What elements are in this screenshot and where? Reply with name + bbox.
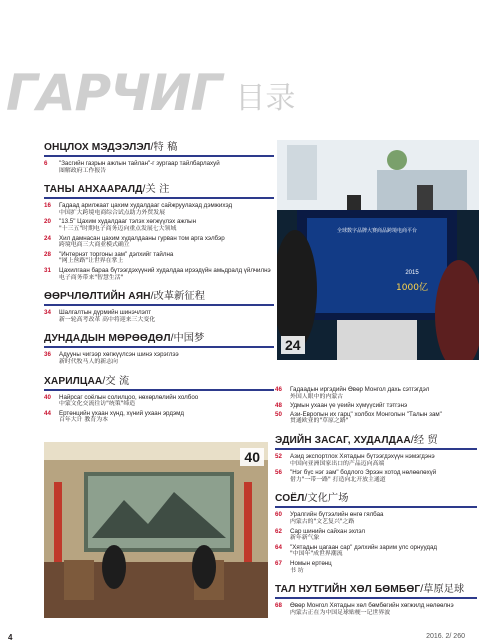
toc-entry-page: 40: [44, 393, 51, 401]
toc-entry[interactable]: [44, 410, 274, 425]
toc-entry-page: 62: [275, 527, 282, 535]
toc-entry[interactable]: [275, 402, 477, 410]
toc-entry-chinese: 外国人眼中的内蒙古: [290, 393, 344, 400]
section-title-mongolian: ХАРИЛЦАА: [44, 375, 103, 387]
toc-entry-chinese: 中蒙文化交流往访"统策"缔造: [59, 401, 136, 408]
masthead-title-chinese: 目录: [235, 81, 296, 116]
toc-entry-title: Уралгийн бүтээлийн өнгө гялбаа: [290, 511, 384, 519]
section-title-chinese: 经 贸: [413, 434, 438, 446]
toc-entry-page: 6: [44, 160, 48, 167]
toc-entry-title: Ази-Европын их гарц" холбох Монголын "Талын зам": [290, 410, 442, 418]
toc-entry-text-block: [290, 544, 477, 559]
toc-entry-title: "Интернэт торгоны зам" дэлхийг тайлна: [59, 250, 174, 258]
screen-stat: 1000亿: [396, 283, 428, 293]
toc-entry-title: "Хятадын цагаан сар" дэлхийн зарим улс орнуудад: [290, 543, 438, 551]
toc-entry-title: Найрсаг соёлын солилцоо, нөхөрлөлийн холбоо: [59, 393, 199, 401]
toc-entry-page: 20: [44, 218, 51, 226]
toc-entry-text-block: [290, 511, 477, 526]
section-title-mongolian: ДУНДАДЫН МӨРӨӨДӨЛ: [44, 333, 171, 345]
toc-entry-text-block: [59, 202, 274, 217]
toc-entry[interactable]: [44, 235, 274, 250]
toc-entry[interactable]: [275, 411, 477, 426]
section-title-mongolian: ТАЛ НУТГИЙН ХӨЛ БӨМБӨГ: [275, 584, 421, 596]
toc-entry-title: "Нэг бүс нэг зам" бодлого Эрээн хотод нөлөөлөхүй: [290, 469, 437, 477]
section-title-mongolian: ОНЦЛОХ МЭДЭЭЛЭЛ: [44, 142, 151, 153]
toc-entry[interactable]: [44, 202, 274, 217]
section-title-chinese: 特 稿: [153, 142, 178, 153]
section-heading: [275, 489, 477, 508]
toc-continued-entries: [275, 386, 477, 426]
toc-entry-chinese: 新年新气象: [290, 535, 320, 542]
toc-entry[interactable]: [275, 511, 477, 526]
toc-entry-chinese: "网上丝路"让世界在掌上: [59, 258, 124, 265]
toc-entry-chinese: 内蒙古正在为中国足球贴梗一记世界波: [290, 609, 391, 616]
toc-entry-text-block: [59, 218, 274, 233]
toc-entry-text-block: [59, 160, 274, 175]
toc-left-column: [44, 138, 274, 430]
toc-section: [44, 180, 274, 282]
footer-issue: 2016. 2/ 260: [426, 633, 465, 640]
toc-entry-title: Гадаадын иргэдийн Өвөр Монгол дахь сэтгэгдэл: [290, 386, 430, 393]
toc-entry-chinese: 中国扩大跨境电商综合试点助力外贸发展: [59, 209, 166, 216]
section-title-mongolian: ТАНЫ АНХААРАЛД: [44, 184, 143, 196]
section-title-separator: /: [420, 584, 424, 596]
toc-entry-text-block: [59, 410, 274, 425]
section-heading: [275, 580, 477, 599]
exhibition-photo-art: [277, 140, 479, 360]
section-title-separator: /: [304, 493, 308, 505]
toc-entry-title: "Засгийн газрын ажлын тайлан"-г зургаар тайлбарлахуй: [59, 160, 220, 167]
toc-entry-text-block: [290, 528, 477, 543]
toc-entry-page: 34: [44, 309, 51, 317]
toc-entry-title: "13.5" Цахим худалдааг тэлэх хөгжүүлэх ажлын: [59, 218, 196, 226]
toc-entry-page: 68: [275, 602, 282, 610]
toc-entry-title: Сар шинийн сайхан эхлэл: [290, 527, 366, 535]
section-title-separator: /: [170, 333, 174, 345]
section-title-mongolian: СОЁЛ: [275, 493, 305, 505]
toc-entry[interactable]: [275, 453, 477, 468]
section-title-chinese: 中国梦: [173, 333, 205, 345]
toc-entry-page: 50: [275, 410, 282, 418]
toc-entry-text-block: [59, 251, 274, 266]
toc-entry[interactable]: [275, 602, 477, 617]
toc-section: [275, 431, 477, 484]
toc-entry-chinese: 中国向亚洲国家出口的产品迈向高端: [290, 460, 385, 467]
toc-entry-text-block: [59, 267, 274, 282]
toc-section: [44, 138, 274, 175]
toc-entry-title: Өвөр Монгол Хятадын хөл бөмбөгийн хөгжилд нөлөөлнэ: [290, 602, 454, 610]
toc-entry-chinese: 跨境电商三大商业模式确立: [59, 242, 130, 249]
toc-entry-page: 24: [44, 234, 51, 242]
toc-entry[interactable]: [275, 469, 477, 484]
toc-entry-text-block: [290, 402, 477, 410]
toc-entry-page: 64: [275, 543, 282, 551]
toc-entry[interactable]: [44, 160, 274, 175]
exhibition-photo: [277, 140, 479, 360]
section-title-separator: /: [410, 434, 414, 446]
toc-entry-title: Хил дамнасан цахим худалдааны гурван том арга хэлбэр: [59, 234, 225, 242]
section-heading: [44, 287, 274, 306]
toc-entry-chinese: 借力"一带一路" 打造向北开放主通道: [290, 476, 386, 483]
toc-entry-page: 36: [44, 351, 51, 359]
toc-entry-title: Гадаад арилжаат цахим худалдааг сайжруулахад дэмжихэд: [59, 202, 233, 210]
toc-entry-chinese: 书 坊: [290, 567, 304, 574]
toc-entry-page: 56: [275, 469, 282, 477]
toc-entry-title: Номын ертөнц: [290, 559, 332, 567]
toc-entry-title: Ертөнцийн ухаан хүнд, хүний ухаан эрдэмд: [59, 409, 185, 417]
screen-title: 全球数字品牌大赛商品跨境电商平台: [336, 228, 418, 234]
section-heading: [44, 180, 274, 199]
toc-entry[interactable]: [44, 394, 274, 409]
toc-section: [275, 580, 477, 617]
toc-entry-text-block: [290, 560, 477, 575]
masthead: [6, 62, 296, 122]
toc-entry-title: Азид экспортлох Хятадын бүтээгдэхүүн нэмэгдэнэ: [290, 452, 435, 460]
photo-page-badge-40: 40: [240, 448, 264, 466]
section-title-separator: /: [142, 184, 146, 196]
toc-entry-chinese: 内蒙古的"文艺复兴"之路: [290, 518, 355, 525]
toc-entry-page: 16: [44, 202, 51, 210]
toc-entry-page: 46: [275, 386, 282, 393]
toc-entry[interactable]: [44, 351, 274, 366]
toc-entry[interactable]: [275, 544, 477, 559]
toc-entry-text-block: [290, 411, 477, 426]
toc-entry-page: 31: [44, 266, 51, 274]
section-heading: [44, 138, 274, 157]
toc-section: [44, 329, 274, 366]
toc-entry-text-block: [290, 469, 477, 484]
meeting-photo: [44, 442, 268, 618]
toc-entry-chinese: 贯通欧亚的"草原之路": [290, 418, 349, 425]
screen-value: 2015: [405, 270, 419, 276]
section-title-separator: /: [150, 291, 154, 303]
section-title-separator: /: [102, 375, 106, 387]
footer-page-number: 4: [8, 633, 13, 642]
toc-entry-text-block: [59, 351, 274, 366]
toc-section: [44, 287, 274, 324]
section-title-chinese: 草原足球: [423, 584, 465, 596]
toc-entry-text-block: [59, 394, 274, 409]
masthead-title-mongolian: ГАРЧИГ: [6, 64, 222, 122]
toc-entry[interactable]: [44, 267, 274, 282]
toc-section: [44, 372, 274, 425]
section-title-mongolian: ЭДИЙН ЗАСАГ, ХУДАЛДАА: [275, 434, 411, 446]
toc-entry-chinese: "十三五"时期电子商务迈向重点发展七大领域: [59, 225, 177, 232]
toc-entry[interactable]: [44, 218, 274, 233]
toc-entry[interactable]: [44, 251, 274, 266]
toc-entry-chinese: 百年大计 教育为本: [59, 417, 108, 424]
section-heading: [44, 372, 274, 391]
toc-entry-text-block: [290, 453, 477, 468]
toc-entry-chinese: 新一轮高考改革 高中将迎来三大变化: [59, 316, 156, 323]
toc-entry-text-block: [290, 602, 477, 617]
toc-entry-chinese: 电子商务带来"智慧生活": [59, 274, 124, 281]
meeting-photo-art: [44, 442, 268, 618]
photo-page-badge-24: 24: [281, 336, 305, 354]
toc-entry-page: 52: [275, 452, 282, 460]
toc-entry-title: Шалгалтын дүрмийн шинэчлэлт: [59, 309, 152, 317]
toc-right-column: [275, 386, 477, 622]
toc-entry[interactable]: [44, 309, 274, 324]
section-title-chinese: 交 流: [105, 375, 130, 387]
toc-entry[interactable]: [275, 528, 477, 543]
toc-entry-page: 60: [275, 511, 282, 519]
toc-entry-page: 28: [44, 250, 51, 258]
toc-entry-title: Цахилгаан бараа бүтээгдэхүүний худалдаа ирээдүйн амьдралд үйлчилнэ: [59, 266, 271, 274]
toc-entry-title: Удмын ухаан үе үеийн хүмүүсийг тэтгэнэ: [290, 402, 408, 410]
section-title-mongolian: ӨӨРЧЛӨЛТИЙН АЯН: [44, 291, 151, 303]
toc-entry-chinese: "中国年"成世界潮流: [290, 551, 343, 558]
section-title-chinese: 改革新征程: [153, 291, 205, 303]
section-heading: [44, 329, 274, 348]
toc-entry-text-block: [59, 309, 274, 324]
toc-entry-page: 48: [275, 402, 282, 410]
toc-entry-chinese: 图解政府工作报告: [59, 167, 107, 174]
section-title-separator: /: [150, 142, 154, 153]
section-title-chinese: 关 注: [145, 184, 170, 196]
toc-entry[interactable]: [275, 386, 477, 401]
toc-entry-text-block: [290, 386, 477, 401]
toc-section: [275, 489, 477, 575]
section-title-chinese: 文化广场: [307, 493, 349, 505]
toc-entry-page: 44: [44, 409, 51, 417]
toc-entry-chinese: 新时代牧马人的新志向: [59, 358, 118, 365]
toc-entry-title: Адууны чигээр хөгжүүлсэн шинэ хэрэглээ: [59, 351, 179, 359]
toc-entry[interactable]: [275, 560, 477, 575]
toc-entry-text-block: [59, 235, 274, 250]
toc-entry-page: 67: [275, 559, 282, 567]
section-heading: [275, 431, 477, 450]
